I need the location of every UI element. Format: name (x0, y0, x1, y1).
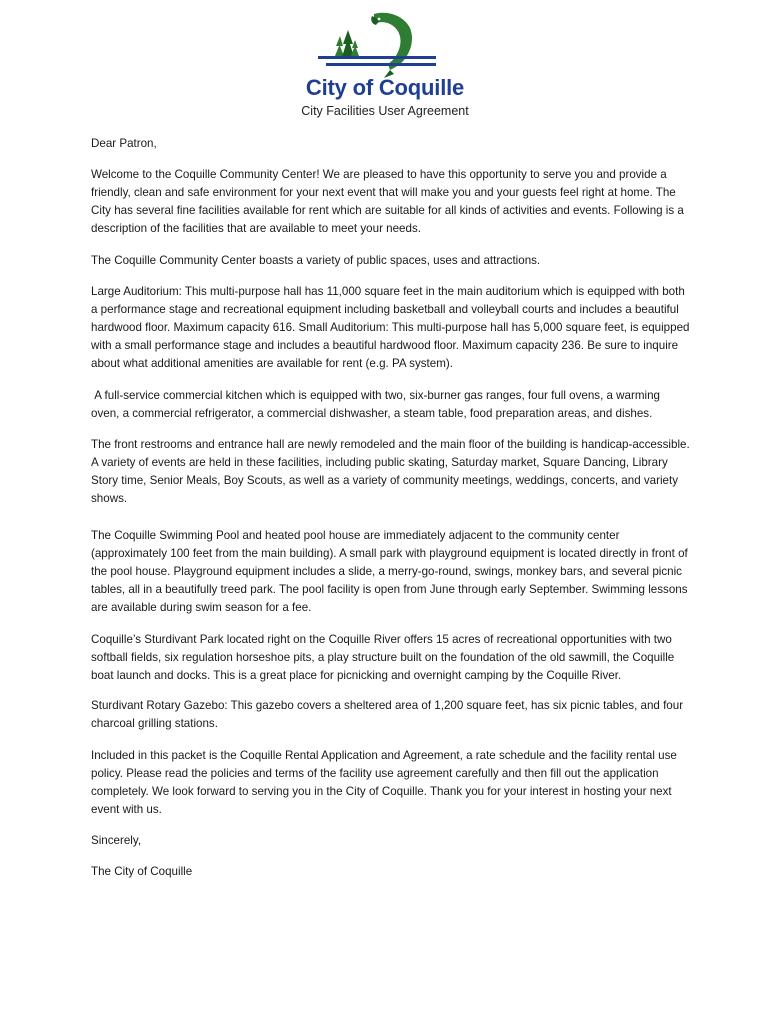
salutation (91, 135, 691, 153)
paragraph-packet-info (91, 747, 691, 819)
paragraph-text: Coquille’s Sturdivant Park located right on the Coquille River offers 15 acres of recreational opportunities with two softball fields, six regulation horseshoe pits, a play structure built on the foundation of the old sawmill, the Coquille boat launch and docks. This is a great place for picnicking and overnight camping by the Coquille River. (91, 633, 675, 682)
paragraph-auditoriums (91, 283, 691, 373)
closing (91, 832, 691, 850)
page-title: City Facilities User Agreement (301, 104, 469, 118)
paragraph-text: Welcome to the Coquille Community Center! We are pleased to have this opportunity to serve you and provide a friendly, clean and safe environment for your next event that will make you and your guests feel right at home. The City has several fine facilities available for rent which are suitable for all kinds of activities and events. Following is a description of the facilities that are available to meet your needs. (91, 168, 684, 235)
paragraph-text: The Coquille Community Center boasts a variety of public spaces, uses and attractions. (91, 254, 541, 267)
paragraph-swimming-pool (91, 527, 691, 617)
paragraph-sturdivant-park (91, 631, 691, 685)
city-logo-icon (318, 8, 448, 84)
signature (91, 863, 691, 881)
paragraph-rotary-gazebo (91, 697, 691, 733)
paragraph-text: The Coquille Swimming Pool and heated pool house are immediately adjacent to the community center (approximately 100 feet from the main building). A small park with playground equipment is located directly in front of the pool house. Playground equipment includes a slide, a merry-go-round, swings, monkey bars, and several picnic tables, all in a beautifully treed park. The pool facility is open from June through early September. Swimming lessons are available during swim season for a fee. (91, 529, 688, 614)
city-logo-wordmark: City of Coquille (305, 75, 465, 100)
closing-text: Sincerely, (91, 834, 142, 847)
signature-text: The City of Coquille (91, 865, 193, 878)
paragraph-community-center-intro (91, 252, 691, 270)
paragraph-text: Included in this packet is the Coquille Rental Application and Agreement, a rate schedule and the facility rental use policy. Please read the policies and terms of the facility use agreement carefully and then fill out the application completely. We look forward to serving you in the City of Coquille. Thank you for your interest in hosting your next event with us. (91, 749, 677, 816)
paragraph-text: A full-service commercial kitchen which is equipped with two, six-burner gas ranges, four full ovens, a warming oven, a commercial refrigerator, a commercial dishwasher, a steam table, food preparation areas, and dishes. (91, 389, 664, 420)
paragraph-text: Sturdivant Rotary Gazebo: This gazebo covers a sheltered area of 1,200 square feet, has six picnic tables, and four charcoal grilling stations. (91, 699, 684, 730)
paragraph-kitchen (91, 387, 691, 423)
paragraph-text: The front restrooms and entrance hall are newly remodeled and the main floor of the building is handicap-accessible. A variety of events are held in these facilities, including public skating, Saturday market, Square Dancing, Library Story time, Senior Meals, Boy Scouts, as well as a variety of community meetings, weddings, concerts, and variety shows. (91, 438, 690, 505)
salutation-text: Dear Patron, (91, 137, 157, 150)
paragraph-restrooms-events (91, 436, 691, 508)
paragraph-welcome (91, 166, 691, 238)
paragraph-text: Large Auditorium: This multi-purpose hall has 11,000 square feet in the main auditorium which is equipped with both a performance stage and recreational equipment including basketball and volleyball courts and includes a beautiful hardwood floor. Maximum capacity 616. Small Auditorium: This multi-purpose hall has 5,000 square feet, is equipped with a small performance stage and includes a beautiful hardwood floor. Maximum capacity 236. Be sure to inquire about what additional amenities are available for rent (e.g. PA system). (91, 285, 690, 370)
